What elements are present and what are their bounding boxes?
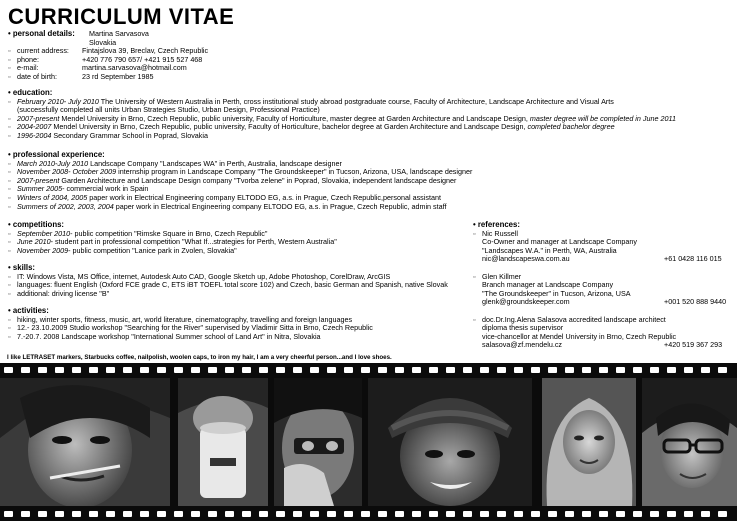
list-item: ▫ 12.- 23.10.2009 Studio workshop "Searching for the River" supervised by Vladimir Sitta in Brno, Czech Republic <box>8 323 373 333</box>
list-item: ▫ Summers of 2002, 2003, 2004 paper work in Electrical Engineering company ELTODO EG, a.s. in Prague, Czech Republic, admin staff <box>8 201 447 211</box>
film-perforations-bottom <box>0 509 737 519</box>
film-hole <box>106 511 115 517</box>
film-hole <box>701 511 710 517</box>
bullet-icon: ▫ <box>8 96 11 106</box>
film-hole <box>344 367 353 373</box>
reference-phone: +420 519 367 293 <box>664 340 723 350</box>
bullet-icon: ▫ <box>8 314 11 324</box>
reference-name: doc.Dr.Ing.Alena Salasova accredited landscape architect <box>482 314 666 324</box>
references-header: • references: <box>473 220 520 229</box>
film-hole <box>633 511 642 517</box>
film-hole <box>446 511 455 517</box>
competitions-header: • competitions: <box>8 220 65 229</box>
list-item: ▫ 7.-20.7. 2008 Landscape workshop "International Summer school of Land Art" in Nitra, Slovakia <box>8 331 321 341</box>
personal-details-header: • personal details: <box>8 29 75 38</box>
list-item: ▫ November 2008- October 2009 internship program in Landscape Company "The Groundskeeper" in Tucson, Arizona, USA, landscape designer <box>8 167 473 177</box>
film-hole <box>157 511 166 517</box>
film-hole <box>667 367 676 373</box>
list-item: ▫ hiking, winter sports, fitness, music, art, world literature, cinematography, travelling and foreign languages <box>8 314 353 324</box>
skills-section <box>8 264 448 298</box>
reference-email[interactable]: glenk@groundskeeper.com <box>482 297 570 307</box>
address-row: ▫ current address: Fintajslova 39, Breclav, Czech Republic <box>8 46 209 56</box>
film-hole <box>378 511 387 517</box>
film-hole <box>412 367 421 373</box>
bullet-icon: ▫ <box>8 201 11 211</box>
film-hole <box>582 367 591 373</box>
email-link[interactable]: martina.sarvasova@hotmail.com <box>82 63 187 73</box>
film-hole <box>225 511 234 517</box>
film-hole <box>225 367 234 373</box>
film-hole <box>140 511 149 517</box>
film-hole <box>89 511 98 517</box>
dob-row: ▫ date of birth: 23 rd September 1985 <box>8 71 154 81</box>
film-hole <box>718 511 727 517</box>
bullet-icon: ▫ <box>8 46 11 56</box>
activities-section <box>8 307 373 341</box>
bullet-icon: ▫ <box>8 245 11 255</box>
bullet-icon: ▫ <box>8 228 11 238</box>
film-hole <box>72 511 81 517</box>
film-hole <box>191 511 200 517</box>
bullet-icon: ▫ <box>8 130 11 140</box>
film-hole <box>327 511 336 517</box>
cv-title: CURRICULUM VITAE <box>8 4 235 29</box>
bullet-icon: ▫ <box>8 122 11 132</box>
film-hole <box>310 511 319 517</box>
photo-frame-6 <box>642 378 737 506</box>
experience-header: • professional experience: <box>8 150 105 159</box>
film-hole <box>55 367 64 373</box>
film-hole <box>480 511 489 517</box>
film-hole <box>242 511 251 517</box>
experience-section <box>8 151 472 211</box>
film-hole <box>480 367 489 373</box>
film-hole <box>599 511 608 517</box>
bullet-icon: ▫ <box>8 63 11 73</box>
film-hole <box>667 511 676 517</box>
film-hole <box>293 511 302 517</box>
film-hole <box>157 367 166 373</box>
film-hole <box>344 511 353 517</box>
film-perforations-top <box>0 365 737 375</box>
film-hole <box>89 367 98 373</box>
reference-email[interactable]: salasova@zf.mendelu.cz <box>482 340 563 350</box>
list-item: ▫ September 2010- public competition "Rimske Square in Brno, Czech Republic" <box>8 228 268 238</box>
film-hole <box>293 367 302 373</box>
film-hole <box>684 367 693 373</box>
bullet-icon: ▫ <box>8 71 11 81</box>
list-item: ▫ IT: Windows Vista, MS Office, internet, Autodesk Auto CAD, Google Sketch up, Adobe Photoshop, CorelDraw, ArcGIS <box>8 271 391 281</box>
film-hole <box>276 367 285 373</box>
film-hole <box>633 367 642 373</box>
film-hole <box>38 367 47 373</box>
photo-frame-2 <box>178 378 268 506</box>
film-hole <box>395 511 404 517</box>
film-hole <box>582 511 591 517</box>
film-hole <box>174 367 183 373</box>
film-hole <box>429 511 438 517</box>
email-row: ▫ e-mail: martina.sarvasova@hotmail.com <box>8 63 187 73</box>
film-hole <box>446 367 455 373</box>
film-hole <box>21 367 30 373</box>
education-header: • education: <box>8 88 53 97</box>
film-hole <box>208 511 217 517</box>
list-item: ▫ March 2010-July 2010 Landscape Company "Landscapes WA" in Perth, Australia, landscape designer <box>8 158 342 168</box>
bullet-icon: ▫ <box>8 113 11 123</box>
film-hole <box>361 511 370 517</box>
film-hole <box>463 367 472 373</box>
phone-row: ▫ phone: +420 776 790 657/ +421 915 527 468 <box>8 54 203 64</box>
education-section: • education: ▫ February 2010- July 2010 The University of Western Australia in Perth, cross institutional study abroad postgraduate course, Faculty of Architecture, Landscape Architecture and Visual Arts (successfully completed all units Urban Strategies Studio, Urban Design, Professional Practice) ▫ 2007-present Mendel University in Brno, Czech Republic, public university, Faculty of Horticulture, master degree at Garden Architecture and Landscape Design, master degree will be completed in June 2011 ▫ 2004-2007 Mendel University in Brno, Czech Republic, public university, Faculty of Horticulture, bachelor degree at Garden Architecture and Landscape Design, completed bachelor degree ▫ 1996-2004 Secondary Grammar School in Poprad, Slovakia <box>8 88 676 140</box>
photo-frame-3 <box>274 378 362 506</box>
film-hole <box>276 511 285 517</box>
film-hole <box>259 367 268 373</box>
list-item: ▫ November 2009- public competition "Lanice park in Zvolen, Slovakia" <box>8 245 237 255</box>
bullet-icon: ▫ <box>8 288 11 298</box>
film-hole <box>514 367 523 373</box>
film-hole <box>4 511 13 517</box>
film-hole <box>463 511 472 517</box>
film-hole <box>514 511 523 517</box>
skills-header: • skills: <box>8 263 35 272</box>
film-hole <box>310 367 319 373</box>
photo-film-strip <box>0 363 737 521</box>
film-hole <box>616 367 625 373</box>
film-hole <box>174 511 183 517</box>
bullet-icon: ▫ <box>8 331 11 341</box>
film-hole <box>123 367 132 373</box>
reference-phone: +61 0428 116 015 <box>664 254 722 264</box>
film-hole <box>497 367 506 373</box>
list-item: ▫ Summer 2005- commercial work in Spain <box>8 184 149 194</box>
bullet-icon: ▫ <box>473 228 476 238</box>
references-section: • references: ▫ Nic Russell Co-Owner and manager at Landscape Company "Landscapes W.A." in Perth, WA, Australia nic@landscapeswa.com.au +61 0428 116 015 ▫ Glen Killmer Branch manager at Landscape Company "The Groundskeeper" in Tucson, Arizona, USA glenk@groundskeeper.com +001 520 888 9440 ▫ doc.Dr.Ing.Alena Salasova accredited landscape architect diploma thesis supervisor vice-chancellor at Mendel University in Brno, Czech Republic salasova@zf.mendelu.cz +420 519 367 293 <box>473 220 727 350</box>
list-item: ▫ 2007-present Garden Architecture and Landscape Design company "Tvorba zelene" in Poprad, Slovakia, independent landscape designer <box>8 175 457 185</box>
bullet-icon: ▫ <box>473 271 476 281</box>
photo-frame-1 <box>0 378 170 506</box>
film-hole <box>616 511 625 517</box>
nationality: Slovakia <box>89 37 117 47</box>
list-item: ▫ additional: driving license "B" <box>8 288 110 298</box>
list-item: ▫ Winters of 2004, 2005 paper work in Electrical Engineering company ELTODO EG, a.s. in Prague, Czech Republic,personal assistant <box>8 192 441 202</box>
reference-phone: +001 520 888 9440 <box>664 297 727 307</box>
photo-frame-4 <box>368 378 532 506</box>
film-hole <box>548 511 557 517</box>
film-hole <box>497 511 506 517</box>
bullet-icon: ▫ <box>8 280 11 290</box>
personal-details-section <box>8 30 208 82</box>
reference-name: Glen Killmer <box>482 271 522 281</box>
film-hole <box>4 367 13 373</box>
bullet-icon: ▫ <box>8 167 11 177</box>
reference-name: Nic Russell <box>482 228 518 238</box>
bullet-icon: ▫ <box>8 237 11 247</box>
film-hole <box>684 511 693 517</box>
film-hole <box>565 511 574 517</box>
film-hole <box>548 367 557 373</box>
bullet-icon: ▫ <box>8 323 11 333</box>
bullet-icon: ▫ <box>8 184 11 194</box>
film-hole <box>242 367 251 373</box>
film-hole <box>55 511 64 517</box>
film-hole <box>72 367 81 373</box>
film-hole <box>38 511 47 517</box>
film-hole <box>412 511 421 517</box>
film-hole <box>123 511 132 517</box>
bullet-icon: ▫ <box>8 158 11 168</box>
film-hole <box>259 511 268 517</box>
film-hole <box>531 367 540 373</box>
bullet-icon: ▫ <box>473 314 476 324</box>
film-hole <box>208 367 217 373</box>
list-item: ▫ June 2010- student part in professional competition "What If...strategies for Perth, Western Australia" <box>8 237 337 247</box>
bullet-icon: ▫ <box>8 175 11 185</box>
photo-frame-5 <box>542 378 636 506</box>
film-hole <box>429 367 438 373</box>
film-hole <box>565 367 574 373</box>
film-hole <box>701 367 710 373</box>
bullet-icon: ▫ <box>8 192 11 202</box>
bullet-icon: ▫ <box>8 54 11 64</box>
film-hole <box>361 367 370 373</box>
film-hole <box>599 367 608 373</box>
activities-header: • activities: <box>8 306 49 315</box>
film-hole <box>21 511 30 517</box>
film-hole <box>650 511 659 517</box>
film-hole <box>191 367 200 373</box>
list-item: ▫ languages: fluent English (Oxford FCE grade C, ETS iBT TOEFL total score 102) and Czech, basic German and Spanish, native Slovak <box>8 280 448 290</box>
film-hole <box>327 367 336 373</box>
bullet-icon: ▫ <box>8 271 11 281</box>
film-hole <box>378 367 387 373</box>
reference-email[interactable]: nic@landscapeswa.com.au <box>482 254 570 264</box>
film-hole <box>718 367 727 373</box>
personal-tagline: I like LETRASET markers, Starbucks coffee, nailpolish, woolen caps, to iron my hair, I am a very cheerful person...and I love shoes. <box>7 354 392 361</box>
film-hole <box>395 367 404 373</box>
full-name: Martina Sarvasova <box>89 29 149 38</box>
film-hole <box>140 367 149 373</box>
competitions-section <box>8 221 337 255</box>
film-hole <box>650 367 659 373</box>
film-hole <box>106 367 115 373</box>
film-hole <box>531 511 540 517</box>
